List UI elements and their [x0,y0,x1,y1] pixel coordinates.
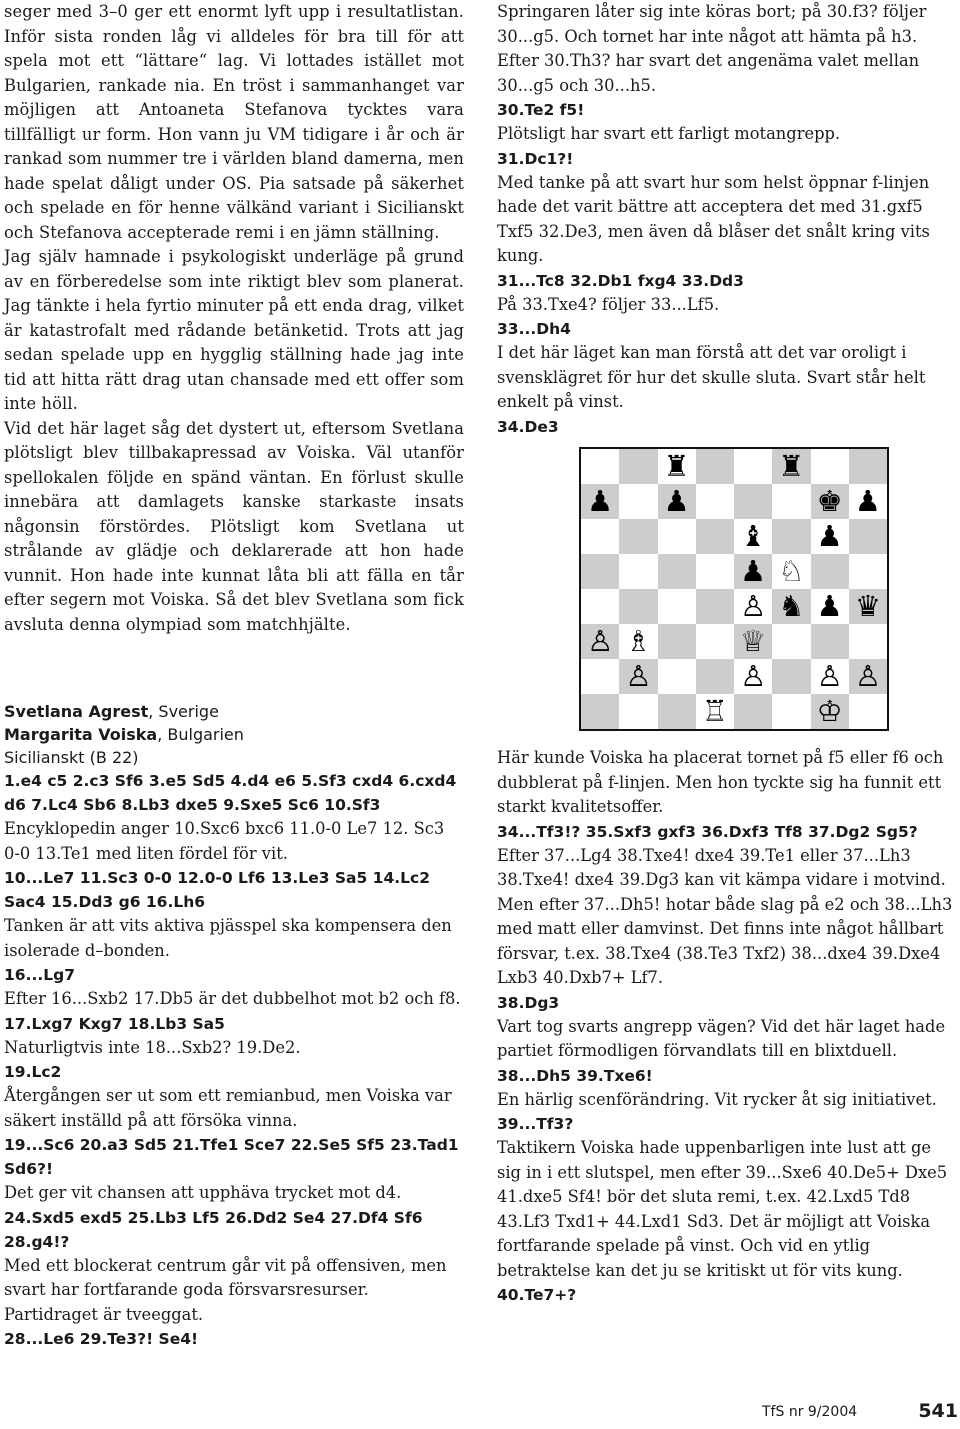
move-line: 19.Lc2 [4,1063,62,1081]
chess-square [658,624,696,659]
move-comment: Med tanke på att svart hur som helst öppnar f-linjen hade det varit bättre att acceptera det med 31.gxf5 Txf5 32.De3, men även då blåser det snålt kring vits kung. [497,172,930,265]
move-line: 30.Te2 f5! [497,101,585,119]
chess-piece-square: ♖ [696,694,734,729]
chess-square [658,659,696,694]
chess-piece-square: ♜ [658,449,696,484]
chess-square [581,519,619,554]
chess-square [772,624,810,659]
game-annotation-right-bottom [497,746,957,1307]
page-footer [762,1400,958,1424]
move-comment: Här kunde Voiska ha placerat tornet på f5 eller f6 och dubblerat på f-linjen. Men hon tyckte sig ha funnit ett starkt kvalitetsoffer. [497,748,944,816]
chess-piece-square: ♛ [849,589,887,624]
chess-square [772,484,810,519]
chess-square [811,554,849,589]
game-column-right-bottom [497,746,957,1307]
game-column-left [4,700,464,1351]
chess-square [696,449,734,484]
game-annotation-left [4,769,464,1351]
chess-square [696,659,734,694]
move-line: 33...Dh4 [497,320,571,338]
move-comment: Det ger vit chansen att upphäva trycket mot d4. [4,1183,402,1202]
chess-square [849,519,887,554]
white-player [4,700,464,723]
move-line: 34.De3 [497,417,559,436]
intro-column [4,0,464,637]
chess-square [849,554,887,589]
chess-square [658,694,696,729]
chess-square [772,659,810,694]
intro-paragraph-3: Vid det här laget såg det dystert ut, eftersom Svetlana plötsligt blev tillbakapressad av Voiska. Väl utanför spellokalen följde en spänd väntan. En förlust skulle innebära att damlagets kanske starkaste insats någonsin förstördes. Plötsligt kom Svetlana ut strålande av glädje och deklarerade att hon hade vunnit. Hon hade inte kunnat låta bli att fälla en tår efter segern mot Voiska. Så det blev Svetlana som fick avsluta denna olympiad som matchhjälte. [4,418,464,634]
white-player-name: Svetlana Agrest [4,702,149,721]
chess-square [619,554,657,589]
move-comment: Naturligtvis inte 18...Sxb2? 19.De2. [4,1037,301,1057]
chess-piece-square: ♟ [658,484,696,519]
chess-square [658,519,696,554]
chess-piece-square: ♝ [734,519,772,554]
chess-piece-square: ♗ [619,624,657,659]
chess-square [658,554,696,589]
chess-square [619,449,657,484]
move-comment: Vart tog svarts angrepp vägen? Vid det här laget hade partiet förmodligen förvandlats till en blixtduell. [497,1016,946,1060]
intro-paragraph-2: Jag själv hamnade i psykologiskt underläge på grund av en förberedelse som inte riktigt blev som planerat. Jag tänkte i hela fyrtio minuter på ett enda drag, vilket är katastrofalt med rådande betänketid. Trots att jag sedan spelade upp en hygglig ställning hade jag inte tid att hitta rätt drag utan chansade med ett offer som inte höll. [4,247,464,413]
chess-piece-square: ♕ [734,624,772,659]
chess-square [696,484,734,519]
move-line: 38.Dg3 [497,993,560,1012]
chess-square [734,694,772,729]
chess-piece-square: ♟ [849,484,887,519]
magazine-issue: TfS nr 9/2004 [762,1404,858,1420]
chess-piece-square: ♙ [734,659,772,694]
game-column-right-top [497,0,957,439]
chess-piece-square: ♚ [811,484,849,519]
move-comment: Taktikern Voiska hade uppenbarligen inte lust att ge sig in i ett slutspel, men efter 39...Sxe6 40.De5+ Dxe5 41.dxe5 Sf4! bör det sluta remi, t.ex. 42.Lxd5 Td8 43.Lf3 Txd1+ 44.Lxd1 Sd3. Det är möjligt att Voiska fortfarande spelade på vinst. Och vid en ytlig betraktelse kan det ju se kritiskt ut för vits kung. [497,1138,948,1280]
move-line: 1.e4 c5 2.c3 Sf6 3.e5 Sd5 4.d4 e6 5.Sf3 cxd4 6.cxd4 d6 7.Lc4 Sb6 8.Lb3 dxe5 9.Sxe5 Sc6 10.Sf3 [4,772,457,814]
chess-square [734,449,772,484]
black-player-country: , Bulgarien [157,725,244,744]
chess-square [581,659,619,694]
chess-square [811,449,849,484]
move-line: 16...Lg7 [4,966,75,984]
chess-piece-square: ♟ [581,484,619,519]
page-number: 541 [918,1400,958,1422]
move-line: 38...Dh5 39.Txe6! [497,1066,653,1085]
chess-piece-square: ♟ [811,519,849,554]
opening-name: Sicilianskt (B 22) [4,748,139,767]
move-comment: Springaren låter sig inte köras bort; på 30.f3? följer 30...g5. Och tornet har inte något att hämta på h3. Efter 30.Th3? har svart det angenäma valet mellan 30...g5 och 30...h5. [497,2,927,95]
move-comment: Plötsligt har svart ett farligt motangrepp. [497,124,841,143]
move-line: 10...Le7 11.Sc3 0-0 12.0-0 Lf6 13.Le3 Sa5 14.Lc2 Sac4 15.Dd3 g6 16.Lh6 [4,869,430,911]
intro-paragraph-1: seger med 3–0 ger ett enormt lyft upp i resultatlistan. Inför sista ronden låg vi alldeles för bra till för att spela mot ett “lättare“ lag. Vi lottades istället mot Bulgarien, rankade nia. En tröst i sammanhanget var möjligen att Antoaneta Stefanova tycktes vara tillfälligt ur form. Hon vann ju VM tidigare i år och är rankad som nummer tre i världen bland damerna, men hade spelat dåligt under OS. Pia satsade på säkerhet och spelade en för henne välkänd variant i Sicilianskt och Stefanova accepterade remi i en jämn ställning. [4,2,464,242]
chess-piece-square: ♘ [772,554,810,589]
move-line: 17.Lxg7 Kxg7 18.Lb3 Sa5 [4,1014,225,1033]
chess-piece-square: ♙ [811,659,849,694]
game-annotation-right-top [497,0,957,439]
chess-square [619,484,657,519]
game-header [4,700,464,769]
chess-piece-square: ♟ [811,589,849,624]
move-comment: Efter 37...Lg4 38.Txe4! dxe4 39.Te1 eller 37...Lh3 38.Txe4! dxe4 39.Dg3 kan vit kämpa vidare i motvind. Men efter 37...Dh5! hotar både slag på e2 och 38...Lh3 med matt eller damvinst. Det finns inte något hållbart försvar, t.ex. 38.Txe4 (38.Te3 Txf2) 38...dxe4 39.Dxe4 Lxb3 40.Dxb7+ Lf7. [497,845,953,987]
chess-square [581,554,619,589]
move-comment: Återgången ser ut som ett remianbud, men Voiska var säkert inställd på att försöka vinna. [4,1086,452,1130]
chess-piece-square: ♙ [849,659,887,694]
chess-square [849,624,887,659]
black-player [4,723,464,746]
chess-square [619,589,657,624]
chess-square [772,694,810,729]
chess-piece-square: ♔ [811,694,849,729]
chess-piece-square: ♙ [581,624,619,659]
chess-piece-square: ♙ [619,659,657,694]
chess-piece-square: ♟ [734,554,772,589]
move-line: 34...Tf3!? 35.Sxf3 gxf3 36.Dxf3 Tf8 37.Dg2 Sg5? [497,822,918,841]
chess-board [581,449,887,729]
move-comment: Tanken är att vits aktiva pjässpel ska kompensera den isolerade d–bonden. [4,916,452,960]
chess-square [581,589,619,624]
chess-square [734,484,772,519]
move-line: 24.Sxd5 exd5 25.Lb3 Lf5 26.Dd2 Se4 27.Df4 Sf6 28.g4!? [4,1208,423,1251]
move-comment: En härlig scenförändring. Vit rycker åt sig initiativet. [497,1089,937,1109]
move-line: 39...Tf3? [497,1115,574,1133]
black-player-name: Margarita Voiska [4,725,158,744]
chess-square [696,624,734,659]
chess-diagram [579,447,889,731]
chess-piece-square: ♜ [772,449,810,484]
chess-square [658,589,696,624]
move-comment: Med ett blockerat centrum går vit på offensiven, men svart har fortfarande goda försvarsresurser. Partidraget är tveeggat. [4,1255,447,1324]
move-line: 31.Dc1?! [497,149,574,168]
move-line: 31...Tc8 32.Db1 fxg4 33.Dd3 [497,271,744,290]
chess-square [849,694,887,729]
chess-square [811,624,849,659]
white-player-country: , Sverige [148,702,219,721]
chess-piece-square: ♞ [772,589,810,624]
chess-square [581,694,619,729]
chess-square [581,449,619,484]
chess-square [772,519,810,554]
move-comment: Efter 16...Sxb2 17.Db5 är det dubbelhot mot b2 och f8. [4,989,461,1008]
move-comment: I det här läget kan man förstå att det var oroligt i svensklägret för hur det skulle sluta. Svart står helt enkelt på vinst. [497,343,926,411]
chess-square [696,519,734,554]
chess-square [619,694,657,729]
chess-square [849,449,887,484]
move-comment: På 33.Txe4? följer 33...Lf5. [497,294,720,314]
chess-square [696,554,734,589]
chess-piece-square: ♙ [734,589,772,624]
move-line: 28...Le6 29.Te3?! Se4! [4,1330,199,1348]
chess-square [696,589,734,624]
move-line: 19...Sc6 20.a3 Sd5 21.Tfe1 Sce7 22.Se5 Sf5 23.Tad1 Sd6?! [4,1136,459,1178]
move-line: 40.Te7+? [497,1286,577,1304]
move-comment: Encyklopedin anger 10.Sxc6 bxc6 11.0-0 Le7 12. Sc3 0-0 13.Te1 med liten fördel för vit. [4,819,445,863]
chess-square [619,519,657,554]
